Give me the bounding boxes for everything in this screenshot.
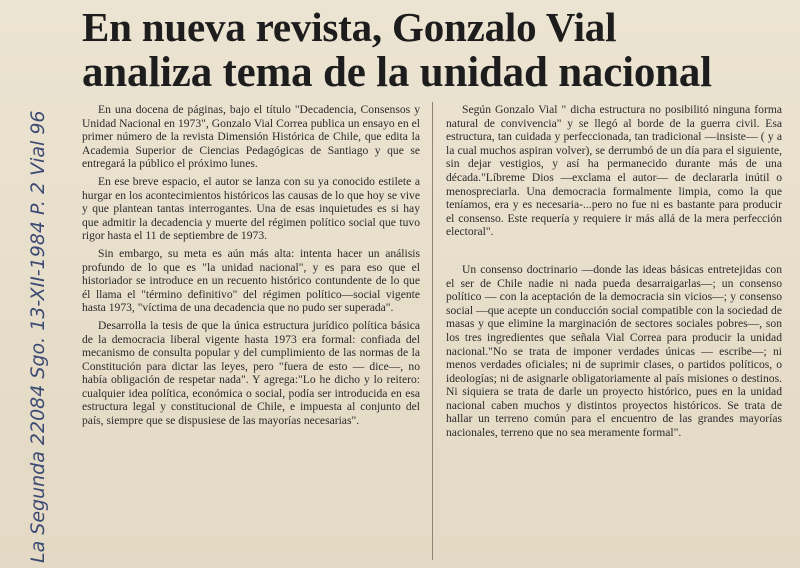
article-paragraph: En ese breve espacio, el autor se lanza con su ya conocido estilete a hurgar en los acontecimientos históricos las causas de lo que hoy se vive y que plantean tantas interrogantes. Una de esas inquietudes es si hay que admitir la decadencia y muerte del régimen político social que tuvo rigor hasta el 11 de septiembre de 1973. [82, 174, 420, 243]
handwritten-note [4, 28, 74, 568]
article-column-left [82, 103, 420, 432]
article-column-right [446, 103, 782, 444]
article-paragraph: Sin embargo, su meta es aún más alta: intenta hacer un análisis profundo de lo que es "la unidad nacional", y es para eso que el historiador se introduce en un recuento histórico contundente de lo que él llama el "término definitivo" del régimen político—social vigente hasta 1973, "víctima de una decadencia que no pudo ser superada". [82, 246, 420, 315]
handwritten-note-drawing [4, 28, 74, 568]
paragraph-gap [446, 243, 782, 263]
headline-line-1: En nueva revista, Gonzalo Vial [82, 4, 617, 50]
article-paragraph: Desarrolla la tesis de que la única estructura jurídico política básica de la democracia liberal vigente hasta 1973 era formal: confiada del mecanismo de consulta popular y del cumplimiento de las normas de la Constitución para dictar las leyes, pero "fuera de esto — dice—, no había obligación de respetar nada". Y agrega:"Lo he dicho y lo reitero: cualquier idea política, económica o social, podía ser introducida en esa estructura legal y constitucional de Chile, e impuesta al conjunto del país, siempre que se dispusiese de las mayorías necesarias". [82, 318, 420, 428]
article-paragraph: En una docena de páginas, bajo el título "Decadencia, Consensos y Unidad Nacional en 1973", Gonzalo Vial Correa publica un ensayo en el primer número de la revista Dimensión Histórica de Chile, que edita la Academia Superior de Ciencias Pedagógicas de Santiago y que se entregará la público el próximo lunes. [82, 103, 420, 171]
article-paragraph: Según Gonzalo Vial " dicha estructura no posibilitó ninguna forma natural de convivencia" y se llegó al borde de la guerra civil. Esa estructura, tan cuidada y perfeccionada, tan tradicional —insiste— ( y a la cual muchos aspiran volver), se derrumbó de un día para el siguiente, sin dejar vestigios, y así ha permanecido durante más de una década."Líbreme Dios —exclama el autor— de declararla inútil o menospreciarla. Una democracia formalmente limpia, como la que teníamos, era y es necesaria-...pero no fue ni es bastante para producir el consenso. Este requería y requiere ir más allá de la mera perfección electoral". [446, 103, 782, 239]
headline-line-2: analiza tema de la unidad nacional [82, 49, 712, 96]
article-paragraph: Un consenso doctrinario —donde las ideas básicas entretejidas con el ser de Chile nadie ni nada pueda desarraigarlas—; un consenso político — con la aceptación de la democracia sin vicios—; y consenso social —que acepte un conducción social compatible con la sociedad de masas y que elimine la marginación de sectores sociales pobres—, son los tres ingredientes que señala Vial Correa para producir la unidad nacional."No se trata de imponer verdades únicas — escribe—; ni menos verdades oficiales; ni de suprimir clases, o partidos políticos, o ideologías; ni de asignarle obligatoriamente al país misiones o destinos. Ni siquiera se trata de darle un proyecto histórico, pues en la unidad nacional caben muchos y distintos proyectos históricos. Se trata de hallar un terreno común para el encuentro de las grandes mayorías nacionales, terreno que no sea meramente formal". [446, 262, 782, 440]
headline [82, 4, 794, 96]
column-divider [432, 102, 433, 560]
handwritten-note-text: La Segunda 22084 Sgo. 13-XII-1984 P. 2 Vial 96 [27, 110, 49, 563]
